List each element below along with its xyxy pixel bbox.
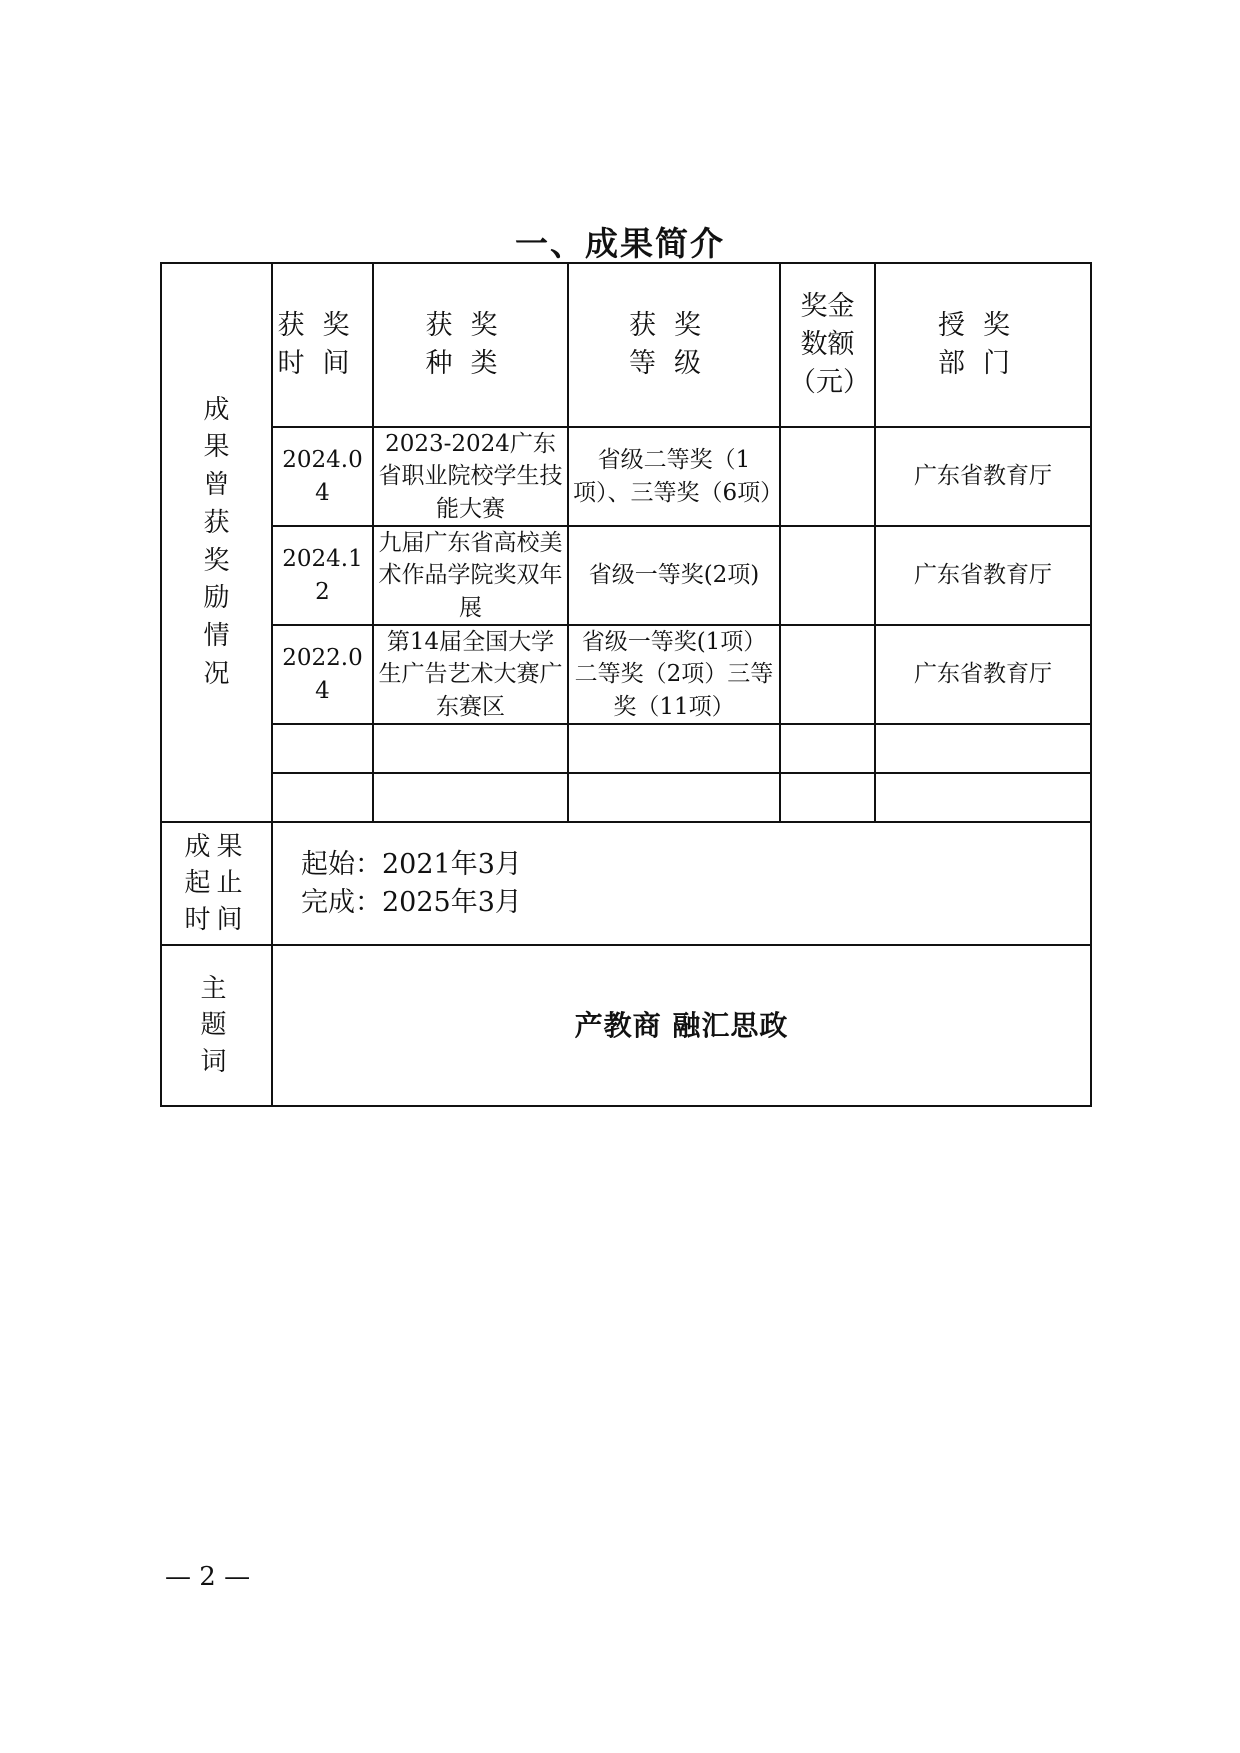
table-header-row [161, 263, 1091, 427]
period-value [272, 822, 1091, 945]
header-award-amount: 奖金数额（元） [780, 263, 875, 427]
empty-cell [780, 773, 875, 822]
award-time: 2024.12 [272, 526, 373, 625]
award-amount [780, 526, 875, 625]
awards-section-label-cell [161, 263, 272, 822]
table-row [161, 427, 1091, 526]
table-row-empty [161, 724, 1091, 773]
award-time: 2024.04 [272, 427, 373, 526]
page-number: — 2 — [165, 1562, 251, 1592]
table-row-empty [161, 773, 1091, 822]
theme-keywords: 产教商 融汇思政 [272, 945, 1091, 1106]
empty-cell [373, 773, 568, 822]
header-award-category: 获奖 种类 [373, 263, 568, 427]
award-time: 2022.04 [272, 625, 373, 724]
award-amount [780, 427, 875, 526]
empty-cell [568, 724, 780, 773]
award-level: 省级二等奖（1项）、三等奖（6项） [568, 427, 780, 526]
period-end: 完成：2025年3月 [301, 886, 522, 918]
table-row [161, 625, 1091, 724]
awards-section-label: 成果曾获奖励情况 [203, 394, 230, 689]
period-label: 成果 起止 时间 [161, 822, 272, 945]
empty-cell [568, 773, 780, 822]
header-award-time: 获奖 时间 [272, 263, 373, 427]
award-category: 第14届全国大学生广告艺术大赛广东赛区 [373, 625, 568, 724]
period-row [161, 822, 1091, 945]
page-title: 一、成果简介 [515, 224, 725, 263]
award-level: 省级一等奖(1项）二等奖（2项）三等奖（11项） [568, 625, 780, 724]
empty-cell [272, 773, 373, 822]
header-award-department: 授奖 部门 [875, 263, 1091, 427]
award-level: 省级一等奖(2项) [568, 526, 780, 625]
empty-cell [373, 724, 568, 773]
theme-row [161, 945, 1091, 1106]
award-category: 2023-2024广东省职业院校学生技能大赛 [373, 427, 568, 526]
award-amount [780, 625, 875, 724]
empty-cell [780, 724, 875, 773]
empty-cell [875, 773, 1091, 822]
table-row [161, 526, 1091, 625]
award-department: 广东省教育厅 [875, 427, 1091, 526]
empty-cell [272, 724, 373, 773]
header-award-level: 获奖 等级 [568, 263, 780, 427]
theme-label: 主 题 词 [161, 945, 272, 1106]
period-start: 起始：2021年3月 [301, 848, 522, 880]
award-department: 广东省教育厅 [875, 526, 1091, 625]
empty-cell [875, 724, 1091, 773]
award-category: 九届广东省高校美术作品学院奖双年展 [373, 526, 568, 625]
award-department: 广东省教育厅 [875, 625, 1091, 724]
achievement-table [160, 262, 1092, 1107]
